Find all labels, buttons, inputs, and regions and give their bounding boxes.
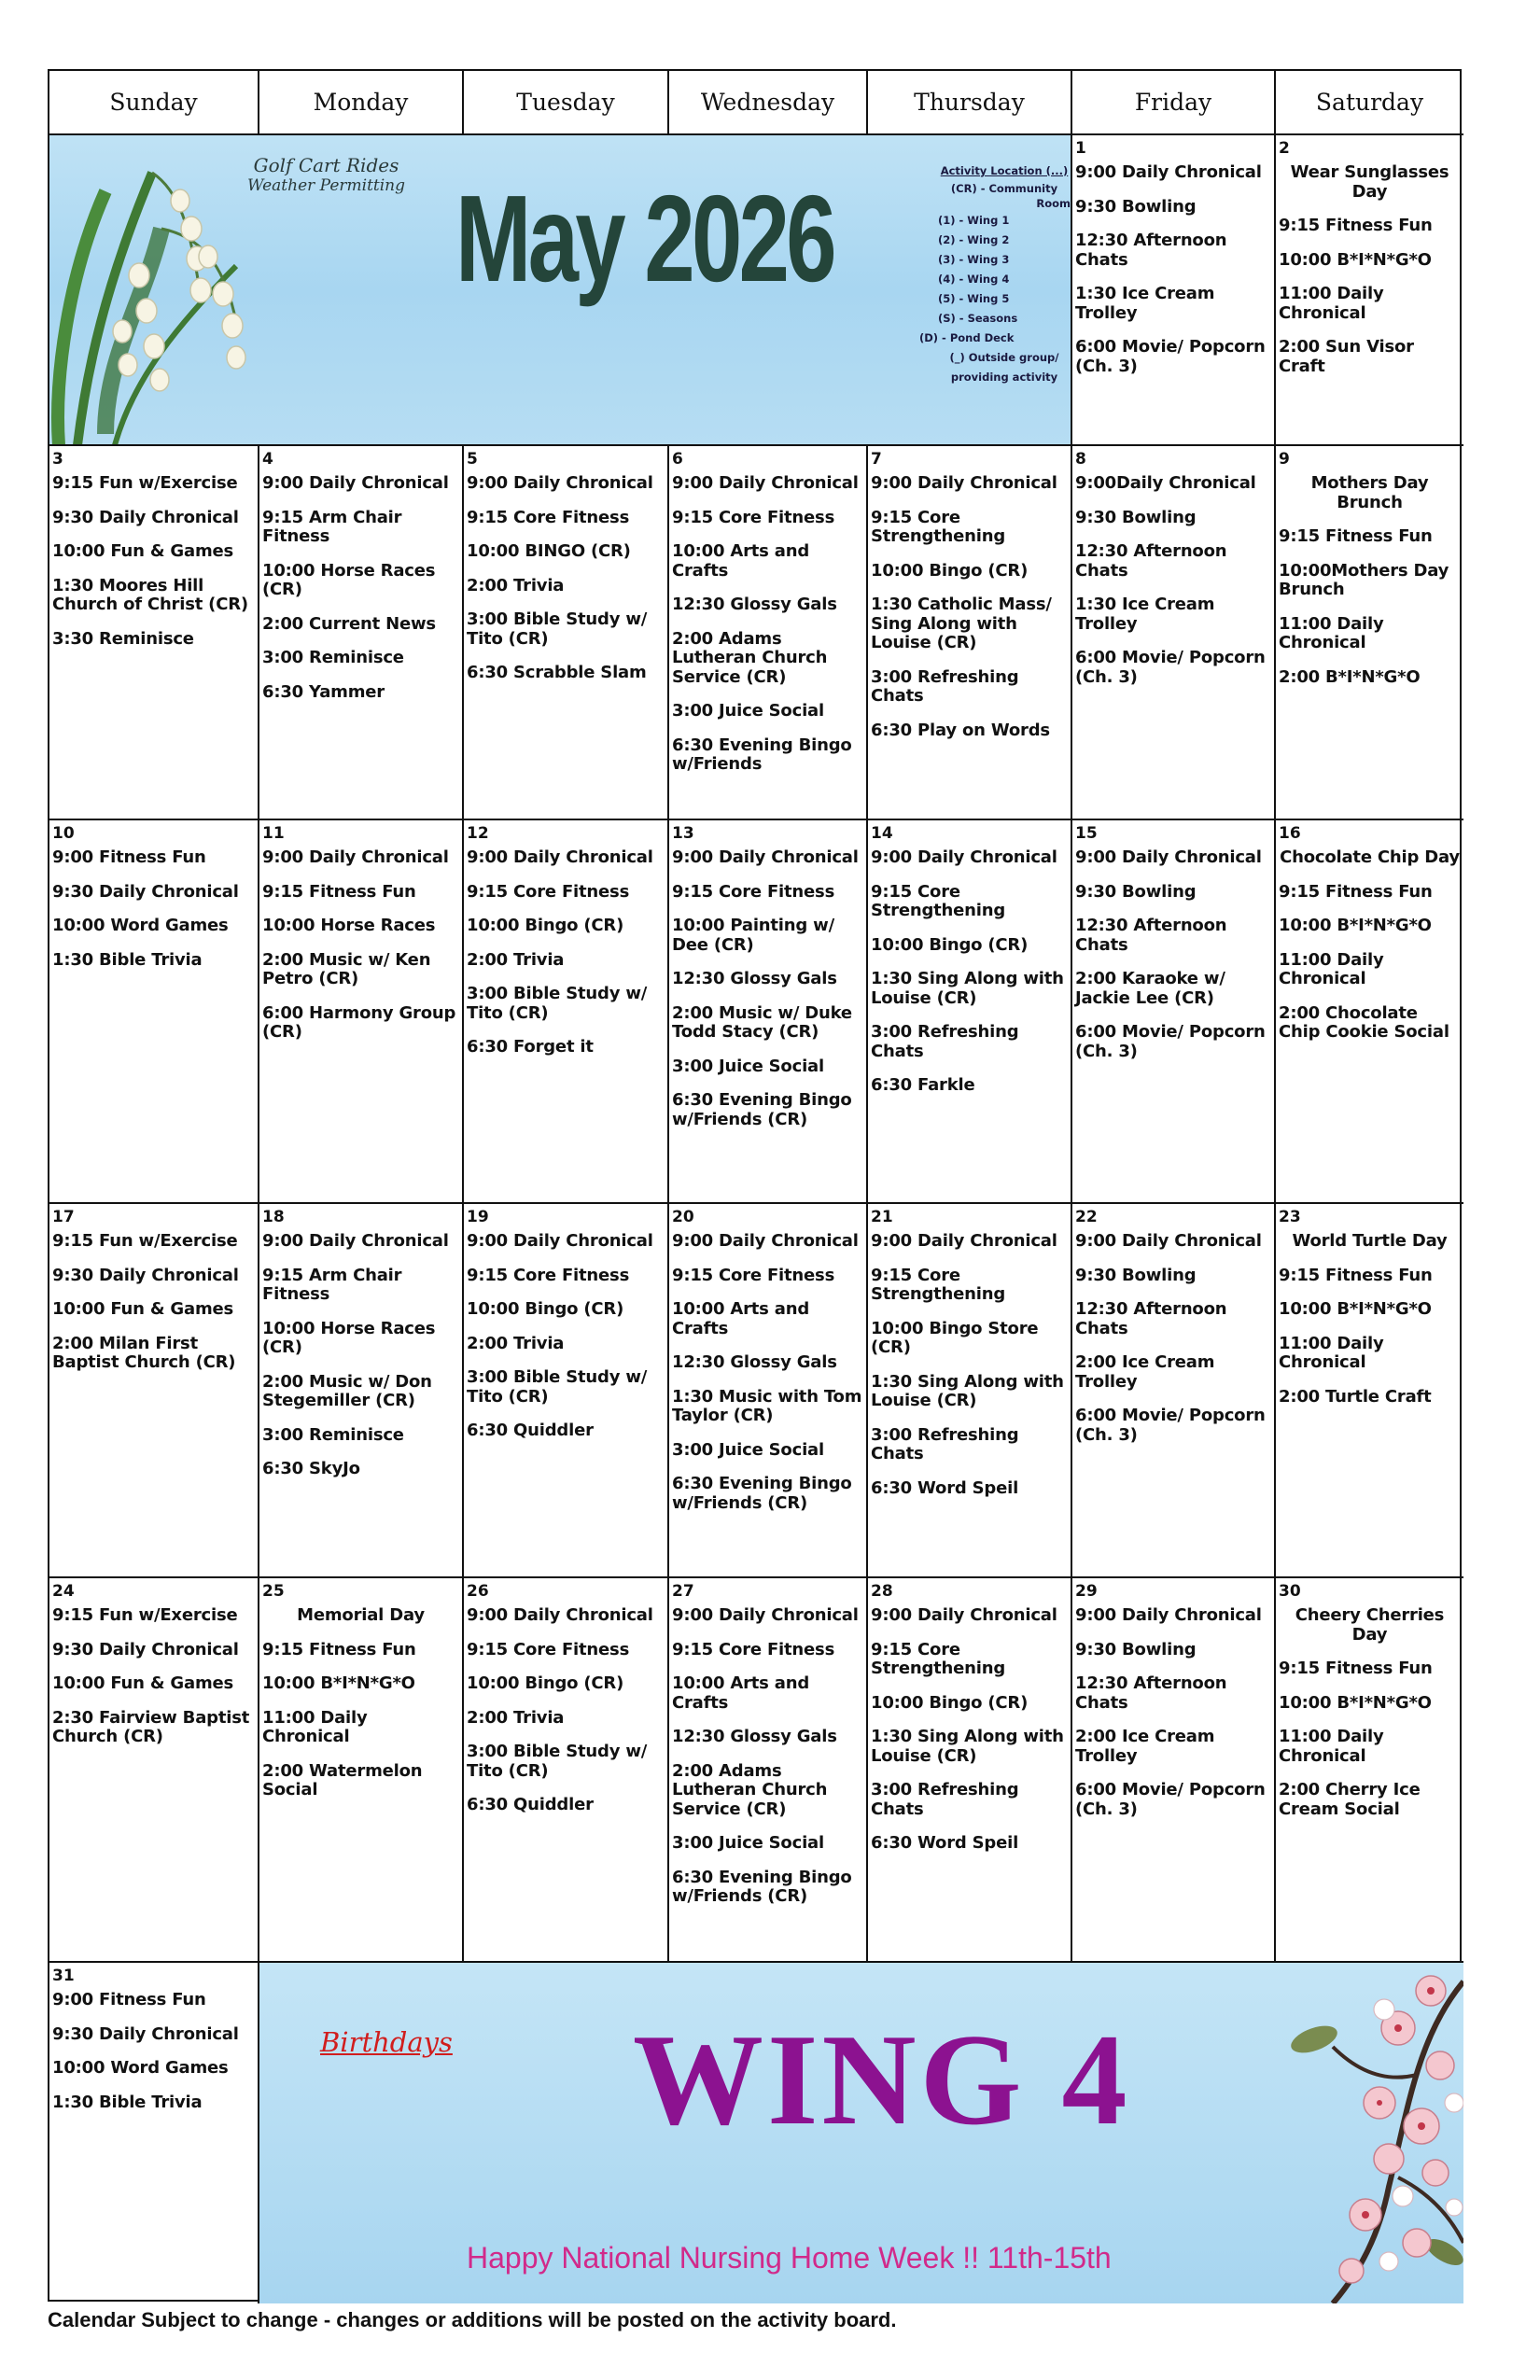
event-item: 9:00 Daily Chronical [262, 847, 449, 867]
day-cell [1276, 1204, 1463, 1578]
event-item: 10:00 Horse Races (CR) [262, 1318, 436, 1357]
event-item: 12:30 Glossy Gals [672, 1727, 837, 1746]
event-item: 10:00 Word Games [52, 916, 229, 935]
special-day-title: Cheery Cherries Day [1295, 1605, 1445, 1645]
event-item: 9:15 Core Fitness [467, 1265, 630, 1285]
event-item: 10:00 Bingo (CR) [467, 916, 624, 935]
event-item: 3:00 Bible Study w/ Tito (CR) [467, 984, 648, 1023]
event-item: 9:00 Daily Chronical [262, 1231, 449, 1251]
event-item: 9:30 Daily Chronical [52, 881, 239, 902]
special-day-title: Chocolate Chip Day [1280, 847, 1460, 867]
event-item: 6:30 Yammer [262, 681, 385, 702]
event-item: 2:00 Current News [262, 613, 436, 634]
event-item: 12:30 Afternoon Chats [1075, 1299, 1227, 1338]
event-item: 9:15 Arm Chair Fitness [262, 507, 402, 546]
event-item: 6:30 SkyJo [262, 1459, 360, 1478]
month-banner [49, 135, 1072, 446]
event-item: 2:00 Ice Cream Trolley [1075, 1727, 1215, 1766]
event-item: 9:00 Fitness Fun [52, 847, 206, 867]
event-item: 6:30 Quiddler [467, 1421, 594, 1440]
event-item: 2:00 Watermelon Social [262, 1760, 423, 1799]
event-item: 9:30 Bowling [1075, 196, 1197, 217]
day-number: 28 [871, 1582, 893, 1601]
calendar-grid [48, 69, 1462, 2302]
event-item: 3:00 Reminisce [262, 648, 404, 667]
day-number: 18 [262, 1208, 285, 1226]
event-item: 6:30 Scrabble Slam [467, 663, 647, 682]
event-item: 3:00 Reminisce [262, 1424, 404, 1445]
event-item: 10:00 Bingo (CR) [871, 934, 1029, 955]
event-item: 6:00 Movie/ Popcorn (Ch. 3) [1075, 648, 1266, 687]
event-item: 2:00 Trivia [467, 949, 565, 970]
event-item: 9:00 Daily Chronical [1075, 847, 1262, 867]
event-item: 10:00 B*I*N*G*O [262, 1673, 415, 1693]
event-item: 9:00 Daily Chronical [467, 473, 653, 493]
day-cell [49, 1578, 259, 1963]
legend-entry: (S) - Seasons [938, 312, 1018, 325]
weekday-header-sunday: Sunday [49, 71, 259, 135]
day-cell [669, 1578, 868, 1963]
event-item: 10:00 Fun & Games [52, 1673, 234, 1693]
day-number: 26 [467, 1582, 489, 1601]
day-cell [669, 446, 868, 820]
day-number: 13 [672, 824, 694, 843]
weekday-header-tuesday: Tuesday [464, 71, 669, 135]
day-number: 25 [262, 1582, 285, 1601]
day-cell [1072, 820, 1276, 1204]
legend-entry: (5) - Wing 5 [938, 292, 1010, 305]
day-cell [49, 820, 259, 1204]
day-cell [259, 1578, 464, 1963]
day-number: 5 [467, 450, 478, 469]
event-item: 9:15 Fitness Fun [1279, 881, 1433, 902]
event-item: 9:15 Core Fitness [467, 507, 630, 527]
event-item: 9:00 Daily Chronical [871, 847, 1057, 867]
day-cell [669, 820, 868, 1204]
event-item: 9:00 Daily Chronical [871, 1231, 1057, 1251]
golf-cart-note [247, 154, 405, 195]
legend-title: Activity Location (...) [940, 164, 1069, 177]
event-item: 3:00 Refreshing Chats [871, 1780, 1019, 1819]
event-item: 10:00 Arts and Crafts [672, 1299, 810, 1338]
event-item: 9:00 Daily Chronical [871, 1605, 1057, 1625]
day-number: 16 [1279, 824, 1301, 843]
day-number: 10 [52, 824, 75, 843]
event-item: 11:00 Daily Chronical [1279, 1727, 1384, 1766]
day-number: 11 [262, 824, 285, 843]
event-item: 6:30 Evening Bingo w/Friends [672, 735, 852, 774]
day-cell [1072, 1578, 1276, 1963]
event-item: 10:00 B*I*N*G*O [1279, 916, 1432, 935]
event-item: 9:15 Core Fitness [467, 1639, 630, 1659]
day-number: 14 [871, 824, 893, 843]
event-item: 9:00 Daily Chronical [672, 847, 859, 867]
activity-location-legend [906, 161, 1072, 387]
event-item: 6:30 Word Speil [871, 1833, 1019, 1853]
day-number: 27 [672, 1582, 694, 1601]
event-item: 12:30 Afternoon Chats [1075, 1673, 1227, 1713]
wing-title: WING 4 [633, 2008, 1131, 2152]
event-item: 6:00 Movie/ Popcorn (Ch. 3) [1075, 1406, 1266, 1445]
event-item: 12:30 Glossy Gals [672, 1352, 837, 1372]
weekday-header-wednesday: Wednesday [669, 71, 868, 135]
event-item: 11:00 Daily Chronical [1279, 1333, 1384, 1372]
legend-entry: (D) - Pond Deck [919, 331, 1015, 344]
event-item: 10:00 Fun & Games [52, 1299, 234, 1319]
event-item: 9:30 Bowling [1075, 881, 1197, 902]
weekday-header-saturday: Saturday [1276, 71, 1463, 135]
event-item: 2:00 Music w/ Don Stegemiller (CR) [262, 1371, 432, 1410]
event-item: 9:00 Daily Chronical [672, 1231, 859, 1251]
event-item: 3:00 Juice Social [672, 1439, 824, 1460]
event-item: 6:00 Harmony Group (CR) [262, 1002, 456, 1042]
event-item: 10:00 B*I*N*G*O [1279, 1692, 1432, 1713]
event-item: 2:00 Sun Visor Craft [1279, 337, 1414, 376]
event-item: 9:00 Daily Chronical [467, 1231, 653, 1251]
day-number: 19 [467, 1208, 489, 1226]
event-item: 10:00 Bingo (CR) [467, 1299, 624, 1319]
event-item: 9:30 Bowling [1075, 1639, 1197, 1659]
event-item: 9:15 Fitness Fun [1279, 1659, 1433, 1678]
event-item: 9:15 Core Strengthening [871, 1265, 1006, 1304]
event-item: 3:30 Reminisce [52, 628, 194, 649]
cherry-blossom-illustration [1277, 1963, 1463, 2303]
weekday-header-thursday: Thursday [868, 71, 1072, 135]
event-item: 9:15 Fitness Fun [262, 881, 416, 902]
event-item: 10:00 Word Games [52, 2058, 229, 2078]
event-item: 1:30 Bible Trivia [52, 2092, 203, 2112]
event-item: 10:00 Arts and Crafts [672, 1673, 810, 1713]
event-item: 11:00 Daily Chronical [1279, 284, 1384, 323]
event-item: 10:00 Horse Races [262, 916, 436, 935]
weekday-header-monday: Monday [259, 71, 464, 135]
event-item: 3:00 Refreshing Chats [871, 1424, 1019, 1463]
event-item: 6:00 Movie/ Popcorn (Ch. 3) [1075, 1780, 1266, 1819]
day-number: 17 [52, 1208, 75, 1226]
event-item: 9:15 Core Fitness [467, 881, 630, 902]
event-item: 6:30 Play on Words [871, 720, 1050, 740]
event-item: 10:00 Bingo (CR) [467, 1673, 624, 1693]
event-item: 9:15 Core Fitness [672, 1265, 835, 1285]
event-item: 12:30 Glossy Gals [672, 969, 837, 988]
nursing-home-week-text: Happy National Nursing Home Week !! 11th-15th [467, 2241, 1112, 2275]
event-item: 3:00 Refreshing Chats [871, 1022, 1019, 1061]
event-item: 9:00 Daily Chronical [672, 473, 859, 493]
event-item: 9:00 Daily Chronical [262, 473, 449, 493]
event-item: 9:15 Fitness Fun [262, 1639, 416, 1659]
day-cell [1276, 820, 1463, 1204]
event-item: 10:00Mothers Day Brunch [1279, 560, 1449, 599]
event-item: 1:30 Ice Cream Trolley [1075, 284, 1215, 323]
legend-entry: (_) Outside group/ [949, 351, 1059, 364]
event-item: 2:00 Turtle Craft [1279, 1386, 1432, 1407]
day-number: 29 [1075, 1582, 1098, 1601]
event-item: 12:30 Afternoon Chats [1075, 541, 1227, 581]
day-cell [1276, 135, 1463, 446]
event-item: 12:30 Afternoon Chats [1075, 916, 1227, 955]
event-item: 6:30 Forget it [467, 1037, 594, 1057]
event-item: 9:30 Daily Chronical [52, 507, 239, 527]
event-item: 9:00 Daily Chronical [467, 847, 653, 867]
day-cell [49, 1963, 259, 2303]
event-item: 9:00Daily Chronical [1075, 473, 1256, 493]
event-item: 3:00 Bible Study w/ Tito (CR) [467, 1367, 648, 1407]
event-item: 9:15 Fun w/Exercise [52, 473, 238, 493]
day-number: 24 [52, 1582, 75, 1601]
day-number: 31 [52, 1967, 75, 1985]
event-item: 9:15 Core Strengthening [871, 507, 1006, 546]
day-cell [868, 820, 1072, 1204]
event-item: 6:30 Quiddler [467, 1795, 594, 1814]
day-cell [464, 1578, 669, 1963]
birthdays-heading: Birthdays [320, 2026, 453, 2058]
event-item: 10:00 B*I*N*G*O [1279, 1299, 1432, 1319]
legend-entry: (3) - Wing 3 [938, 253, 1010, 266]
event-item: 1:30 Catholic Mass/ Sing Along with Louise (CR) [871, 595, 1052, 652]
event-item: 9:15 Fitness Fun [1279, 216, 1433, 235]
event-item: 9:15 Core Fitness [672, 507, 835, 527]
event-item: 2:00 Music w/ Ken Petro (CR) [262, 949, 431, 988]
event-item: 3:00 Refreshing Chats [871, 666, 1019, 706]
event-item: 1:30 Sing Along with Louise (CR) [871, 969, 1064, 1008]
day-cell [464, 820, 669, 1204]
day-cell [868, 446, 1072, 820]
day-cell [464, 446, 669, 820]
event-item: 1:30 Ice Cream Trolley [1075, 595, 1215, 634]
event-item: 6:30 Evening Bingo w/Friends (CR) [672, 1474, 852, 1513]
event-item: 2:00 Chocolate Chip Cookie Social [1279, 1002, 1449, 1042]
event-item: 9:15 Core Strengthening [871, 881, 1006, 920]
event-item: 2:00 B*I*N*G*O [1279, 666, 1421, 687]
event-item: 11:00 Daily Chronical [1279, 613, 1384, 652]
event-item: 11:00 Daily Chronical [1279, 949, 1384, 988]
event-item: 2:00 Trivia [467, 1333, 565, 1353]
event-item: 9:15 Fun w/Exercise [52, 1605, 238, 1625]
event-item: 2:00 Cherry Ice Cream Social [1279, 1780, 1421, 1819]
event-item: 1:30 Music with Tom Taylor (CR) [672, 1386, 862, 1425]
day-cell [1072, 135, 1276, 446]
event-item: 9:30 Daily Chronical [52, 1265, 239, 1285]
day-number: 1 [1075, 139, 1086, 158]
event-item: 9:00 Daily Chronical [1075, 1605, 1262, 1625]
event-item: 9:15 Fun w/Exercise [52, 1231, 238, 1251]
event-item: 10:00 Arts and Crafts [672, 541, 810, 581]
day-cell [259, 446, 464, 820]
event-item: 9:00 Daily Chronical [871, 473, 1057, 493]
event-item: 9:30 Daily Chronical [52, 1639, 239, 1659]
event-item: 2:00 Adams Lutheran Church Service (CR) [672, 628, 828, 687]
calendar-footer-note: Calendar Subject to change - changes or additions will be posted on the activity board. [48, 2308, 897, 2331]
event-item: 1:30 Bible Trivia [52, 949, 203, 970]
event-item: 2:00 Music w/ Duke Todd Stacy (CR) [672, 1002, 852, 1042]
day-number: 4 [262, 450, 273, 469]
event-item: 2:00 Adams Lutheran Church Service (CR) [672, 1760, 828, 1819]
special-day-title: Memorial Day [297, 1605, 425, 1625]
legend-entry: (2) - Wing 2 [938, 233, 1010, 246]
day-number: 21 [871, 1208, 893, 1226]
event-item: 10:00 Bingo Store (CR) [871, 1318, 1039, 1357]
day-cell [1276, 1578, 1463, 1963]
lily-of-the-valley-illustration [49, 135, 273, 445]
event-item: 6:30 Farkle [871, 1075, 975, 1095]
event-item: 9:15 Core Fitness [672, 881, 835, 902]
day-number: 22 [1075, 1208, 1098, 1226]
event-item: 2:00 Trivia [467, 575, 565, 595]
event-item: 10:00 Bingo (CR) [871, 1692, 1029, 1713]
event-item: 9:00 Daily Chronical [467, 1605, 653, 1625]
day-cell [1276, 446, 1463, 820]
day-cell [259, 820, 464, 1204]
legend-entry: (CR) - Community [950, 182, 1058, 195]
day-number: 7 [871, 450, 882, 469]
event-item: 6:00 Movie/ Popcorn (Ch. 3) [1075, 1022, 1266, 1061]
day-number: 15 [1075, 824, 1098, 843]
event-item: 2:00 Karaoke w/ Jackie Lee (CR) [1075, 969, 1225, 1008]
event-item: 3:00 Juice Social [672, 1833, 824, 1853]
event-item: 9:30 Daily Chronical [52, 2023, 239, 2044]
event-item: 9:15 Arm Chair Fitness [262, 1265, 402, 1304]
event-item: 12:30 Glossy Gals [672, 595, 837, 614]
event-item: 10:00 B*I*N*G*O [1279, 249, 1432, 270]
day-cell [49, 1204, 259, 1578]
event-item: 6:30 Evening Bingo w/Friends (CR) [672, 1090, 852, 1129]
event-item: 9:15 Core Strengthening [871, 1639, 1006, 1678]
event-item: 9:00 Fitness Fun [52, 1990, 206, 2009]
event-item: 6:30 Evening Bingo w/Friends (CR) [672, 1867, 852, 1906]
event-item: 6:00 Movie/ Popcorn (Ch. 3) [1075, 337, 1266, 376]
event-item: 12:30 Afternoon Chats [1075, 231, 1227, 270]
day-cell [259, 1204, 464, 1578]
golf-cart-line2: Weather Permitting [247, 176, 406, 195]
special-day-title: Mothers Day Brunch [1310, 473, 1429, 512]
event-item: 1:30 Moores Hill Church of Christ (CR) [52, 575, 248, 614]
day-number: 6 [672, 450, 683, 469]
day-cell [868, 1204, 1072, 1578]
event-item: 9:00 Daily Chronical [1075, 162, 1262, 182]
event-item: 9:30 Bowling [1075, 1265, 1197, 1285]
day-number: 9 [1279, 450, 1290, 469]
day-number: 2 [1279, 139, 1290, 158]
legend-entry: (4) - Wing 4 [938, 273, 1010, 286]
day-cell [464, 1204, 669, 1578]
event-item: 2:30 Fairview Baptist Church (CR) [52, 1707, 250, 1746]
event-item: 10:00 Painting w/ Dee (CR) [672, 916, 834, 955]
event-item: 2:00 Ice Cream Trolley [1075, 1352, 1215, 1392]
day-number: 8 [1075, 450, 1086, 469]
legend-entry: (1) - Wing 1 [938, 214, 1010, 227]
event-item: 9:15 Fitness Fun [1279, 526, 1433, 546]
event-item: 10:00 BINGO (CR) [467, 541, 631, 561]
legend-entry: Room [1036, 197, 1071, 210]
day-number: 20 [672, 1208, 694, 1226]
special-day-title: World Turtle Day [1292, 1231, 1448, 1251]
special-day-title: Wear Sunglasses Day [1290, 162, 1449, 202]
event-item: 1:30 Sing Along with Louise (CR) [871, 1371, 1064, 1410]
event-item: 3:00 Bible Study w/ Tito (CR) [467, 1742, 648, 1781]
day-number: 23 [1279, 1208, 1301, 1226]
event-item: 3:00 Bible Study w/ Tito (CR) [467, 609, 648, 649]
golf-cart-line1: Golf Cart Rides [253, 154, 399, 176]
day-cell [1072, 1204, 1276, 1578]
day-number: 3 [52, 450, 63, 469]
event-item: 10:00 Horse Races (CR) [262, 560, 436, 599]
day-number: 12 [467, 824, 489, 843]
event-item: 6:30 Word Speil [871, 1477, 1019, 1498]
wing-banner [259, 1963, 1463, 2303]
weekday-header-friday: Friday [1072, 71, 1276, 135]
event-item: 9:15 Core Fitness [672, 1639, 835, 1659]
month-title: May 2026 [455, 170, 833, 307]
event-item: 9:15 Fitness Fun [1279, 1265, 1433, 1285]
event-item: 9:30 Bowling [1075, 507, 1197, 527]
day-cell [1072, 446, 1276, 820]
day-number: 30 [1279, 1582, 1301, 1601]
event-item: 3:00 Juice Social [672, 701, 824, 721]
day-cell [49, 446, 259, 820]
event-item: 9:00 Daily Chronical [672, 1605, 859, 1625]
event-item: 9:00 Daily Chronical [1075, 1231, 1262, 1251]
event-item: 11:00 Daily Chronical [262, 1707, 368, 1746]
event-item: 10:00 Bingo (CR) [871, 560, 1029, 581]
event-item: 2:00 Milan First Baptist Church (CR) [52, 1333, 236, 1372]
event-item: 3:00 Juice Social [672, 1056, 824, 1076]
day-cell [868, 1578, 1072, 1963]
event-item: 2:00 Trivia [467, 1707, 565, 1728]
day-cell [669, 1204, 868, 1578]
legend-entry: providing activity [950, 371, 1058, 384]
event-item: 1:30 Sing Along with Louise (CR) [871, 1727, 1064, 1766]
event-item: 10:00 Fun & Games [52, 541, 234, 561]
